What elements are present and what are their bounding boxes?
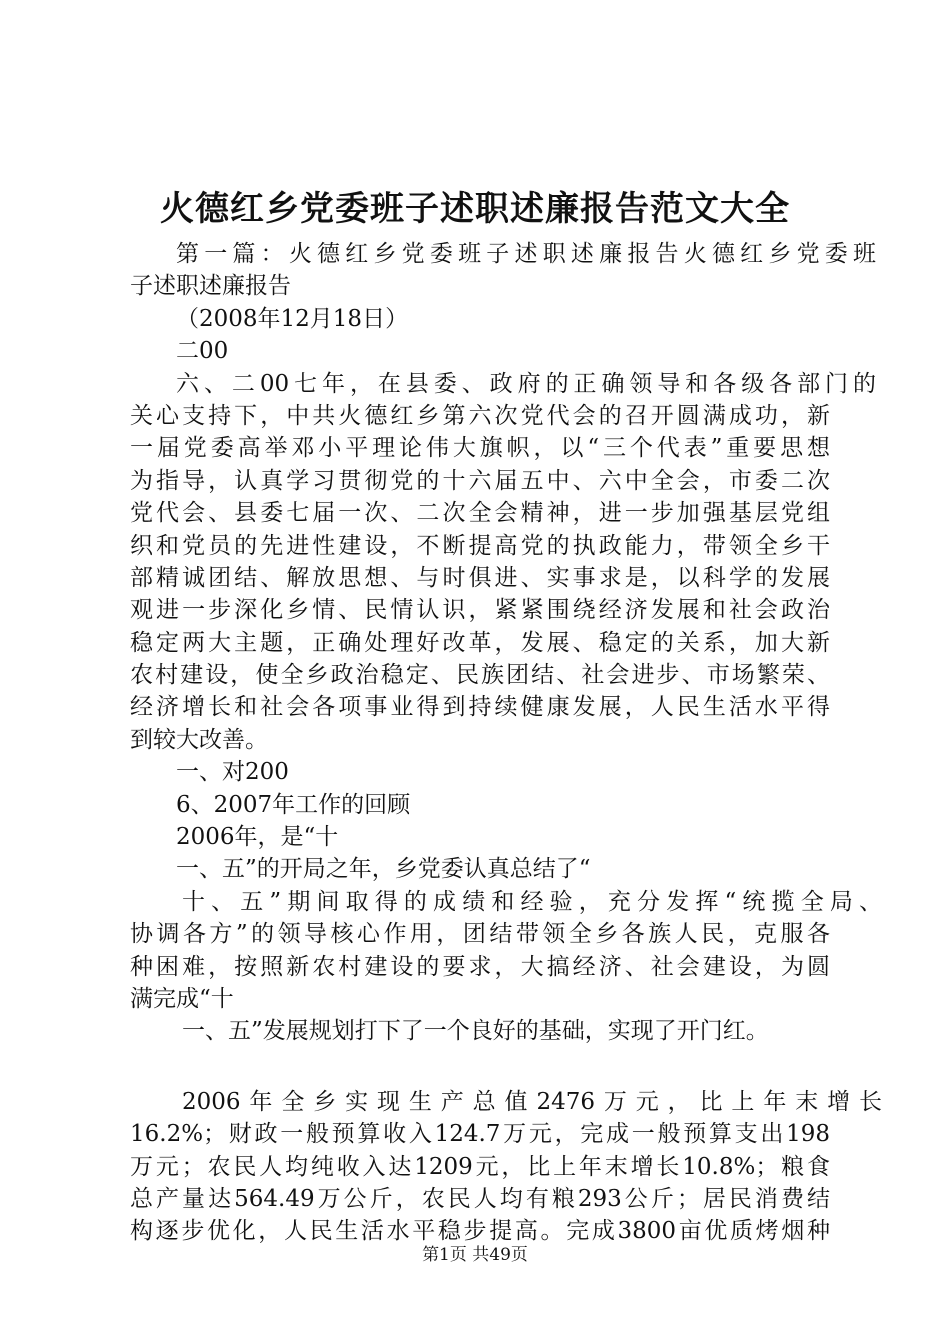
paragraph-line: 十、五”期间取得的成绩和经验，充分发挥“统揽全局、 — [182, 888, 882, 915]
page-number-footer: 第1页 共49页 — [422, 1245, 528, 1265]
paragraph-line: 观进一步深化乡情、民情认识，紧紧围绕经济发展和社会政治 — [130, 597, 830, 624]
paragraph-line: 满完成“十 — [130, 985, 234, 1012]
paragraph-line: 二00 — [176, 338, 229, 365]
paragraph-line: 一、五”发展规划打下了一个良好的基础，实现了开门红。 — [182, 1018, 769, 1045]
paragraph-line: 到较大改善。 — [130, 726, 268, 753]
paragraph-line: 一、五”的开局之年，乡党委认真总结了“ — [176, 856, 591, 883]
paragraph-line: 织和党员的先进性建设，不断提高党的执政能力，带领全乡干 — [130, 532, 830, 559]
paragraph-line: 农村建设，使全乡政治稳定、民族团结、社会进步、市场繁荣、 — [130, 662, 830, 689]
document-title: 火德红乡党委班子述职述廉报告范文大全 — [160, 189, 790, 229]
paragraph-line: （2008年12月18日） — [176, 305, 409, 332]
paragraph-line: 2006年，是“十 — [176, 824, 339, 851]
paragraph-line: 总产量达564.49万公斤，农民人均有粮293公斤；居民消费结 — [130, 1185, 830, 1212]
paragraph-gap — [130, 1048, 830, 1086]
paragraph-line: 关心支持下，中共火德红乡第六次党代会的召开圆满成功，新 — [130, 402, 830, 429]
paragraph-line: 2006年全乡实现生产总值2476万元，比上年末增长 — [182, 1088, 882, 1115]
paragraph-line: 部精诚团结、解放思想、与时俱进、实事求是，以科学的发展 — [130, 564, 830, 591]
paragraph-line: 党代会、县委七届一次、二次全会精神，进一步加强基层党组 — [130, 500, 830, 527]
paragraph-line: 第一篇：火德红乡党委班子述职述廉报告火德红乡党委班 — [176, 241, 876, 267]
paragraph-line: 为指导，认真学习贯彻党的十六届五中、六中全会，市委二次 — [130, 467, 830, 494]
section-heading: 一、对200 — [176, 759, 289, 786]
paragraph-line: 一届党委高举邓小平理论伟大旗帜，以“三个代表”重要思想 — [130, 435, 830, 462]
document-body — [130, 238, 882, 1248]
paragraph-line: 种困难，按照新农村建设的要求，大搞经济、社会建设，为圆 — [130, 953, 830, 980]
paragraph-line: 六、二00七年，在县委、政府的正确领导和各级各部门的 — [176, 370, 876, 397]
paragraph-line: 经济增长和社会各项事业得到持续健康发展，人民生活水平得 — [130, 694, 830, 721]
paragraph-line: 构逐步优化，人民生活水平稳步提高。完成3800亩优质烤烟种 — [130, 1218, 830, 1245]
paragraph-line: 16.2%；财政一般预算收入124.7万元，完成一般预算支出198 — [130, 1121, 830, 1148]
section-heading: 6、2007年工作的回顾 — [176, 791, 411, 818]
paragraph-line: 万元；农民人均纯收入达1209元，比上年末增长10.8%；粮食 — [130, 1153, 830, 1180]
paragraph-line: 稳定两大主题，正确处理好改革，发展、稳定的关系，加大新 — [130, 629, 830, 656]
paragraph-line: 协调各方”的领导核心作用，团结带领全乡各族人民，克服各 — [130, 921, 830, 948]
paragraph-line: 子述职述廉报告 — [130, 273, 291, 300]
